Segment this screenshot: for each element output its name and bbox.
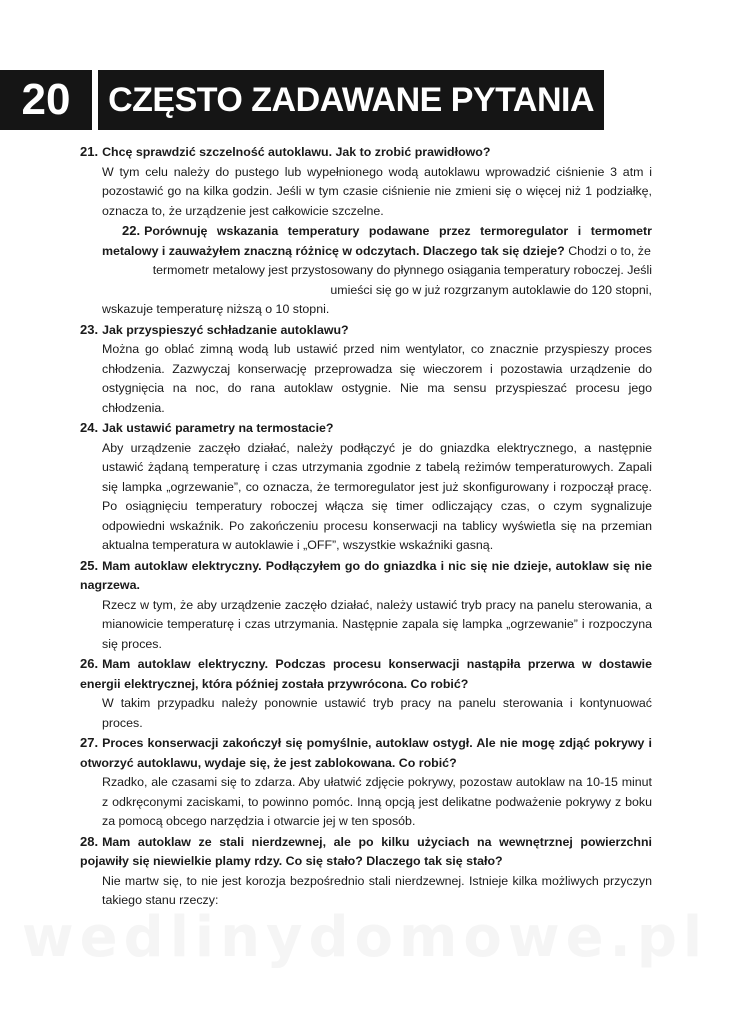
- answer-28: Nie martw się, to nie jest korozja bezpośrednio stali nierdzewnej. Istnieje kilka możliwych przyczyn takiego stanu rzeczy:: [102, 873, 652, 907]
- faq-item-27: [80, 733, 652, 832]
- faq-item-22: [80, 221, 652, 320]
- answer-23: Można go oblać zimną wodą lub ustawić przed nim wentylator, co znacznie przyspieszy proces chłodzenia. Zazwyczaj konserwację przeprowadza się wieczorem i pozostawia urządzenie do ostygnięcia na noc, do rana autoklaw ostygnie. Nie ma sensu przyspieszać procesu jego chłodzenia.: [102, 342, 652, 415]
- question-27: 27. Proces konserwacji zakończył się pomyślnie, autoklaw ostygł. Ale nie mogę zdjąć pokrywy i otworzyć autoklawu, wydaje się, że jest zablokowana. Co robić?: [80, 735, 652, 770]
- chapter-title: CZĘSTO ZADAWANE PYTANIA: [108, 80, 594, 119]
- question-28: 28. Mam autoklaw ze stali nierdzewnej, ale po kilku użyciach na wewnętrznej powierzchni pojawiły się niewielkie plamy rdzy. Co się stało? Dlaczego tak się stało?: [80, 833, 652, 868]
- answer-22-line2: termometr metalowy jest przystosowany do płynnego osiągania temperatury roboczej. Jeśli: [152, 263, 652, 277]
- answer-22-line3: umieści się go w już rozgrzanym autoklawie do 120 stopni,: [330, 282, 652, 297]
- question-21: 21. Chcę sprawdzić szczelność autoklawu. Jak to zrobić prawidłowo?: [80, 144, 491, 159]
- answer-25: Rzecz w tym, że aby urządzenie zaczęło działać, należy ustawić tryb pracy na panelu sterowania, a mianowicie temperaturę i czas utrzymania. Następnie zapala się lampka „ogrzewanie” i rozpoczyna się proces.: [102, 597, 652, 651]
- faq-item-24: [80, 418, 652, 556]
- answer-24: Aby urządzenie zaczęło działać, należy podłączyć je do gniazdka elektrycznego, a następnie ustawić żądaną temperaturę i czas utrzymania zgodnie z tabelą reżimów temperaturowych. Zapali się lampka „ogrzewanie”, co oznacza, że termoregulator jest już skonfigurowany i rozpoczął pracę. Po osiągnięciu temperatury roboczej włącza się timer odliczający czas, o czym sygnalizuje odpowiedni wskaźnik. Po zakończeniu procesu konserwacji na tablicy wyświetla się na przemian aktualna temperatura w autoklawie i „OFF”, wszystkie wskaźniki gasną.: [102, 440, 652, 552]
- faq-item-21: [80, 142, 652, 221]
- question-26: 26. Mam autoklaw elektryczny. Podczas procesu konserwacji nastąpiła przerwa w dostawie energii elektrycznej, która później została przywrócona. Co robić?: [80, 656, 652, 691]
- question-24: 24. Jak ustawić parametry na termostacie?: [80, 420, 334, 435]
- answer-27: Rzadko, ale czasami się to zdarza. Aby ułatwić zdjęcie pokrywy, pozostaw autoklaw na 10-15 minut z odkręconymi zaciskami, to powinno pomóc. Inną opcją jest delikatne podważenie pokrywy z boku za pomocą obcego narzędzia i otwarcie jej w ten sposób.: [102, 775, 652, 828]
- faq-item-23: [80, 320, 652, 419]
- question-23: 23. Jak przyspieszyć schładzanie autoklawu?: [80, 321, 349, 337]
- answer-22-line4: wskazuje temperaturę niższą o 10 stopni.: [102, 302, 330, 316]
- question-22: 22. Porównuję wskazania temperatury podawane przez termoregulator i termometr metalowy i zauważyłem znaczną różnicę w odczytach. Dlaczego tak się dzieje? Chodzi o to, że: [102, 223, 652, 258]
- answer-22-start: Chodzi o to, że: [568, 243, 651, 258]
- watermark: wedlinydomowe.pl: [21, 905, 709, 970]
- question-25: 25. Mam autoklaw elektryczny. Podłączyłem go do gniazdka i nic się nie dzieje, autoklaw się nie nagrzewa.: [80, 557, 652, 592]
- page-header: [0, 70, 604, 130]
- faq-item-28: [80, 832, 652, 911]
- answer-21: W tym celu należy do pustego lub wypełnionego wodą autoklawu wprowadzić ciśnienie 3 atm i pozostawić go na kilka godzin. Jeśli w tym czasie ciśnienie nie zmieni się o więcej niż 1 podziałkę, oznacza to, że urządzenie jest całkowicie szczelne.: [102, 164, 652, 218]
- faq-item-26: [80, 654, 652, 733]
- faq-content: [80, 142, 652, 911]
- answer-26: W takim przypadku należy ponownie ustawić tryb pracy na panelu sterowania i kontynuować proces.: [102, 696, 652, 730]
- page-number: 20: [0, 70, 92, 130]
- faq-item-25: [80, 556, 652, 655]
